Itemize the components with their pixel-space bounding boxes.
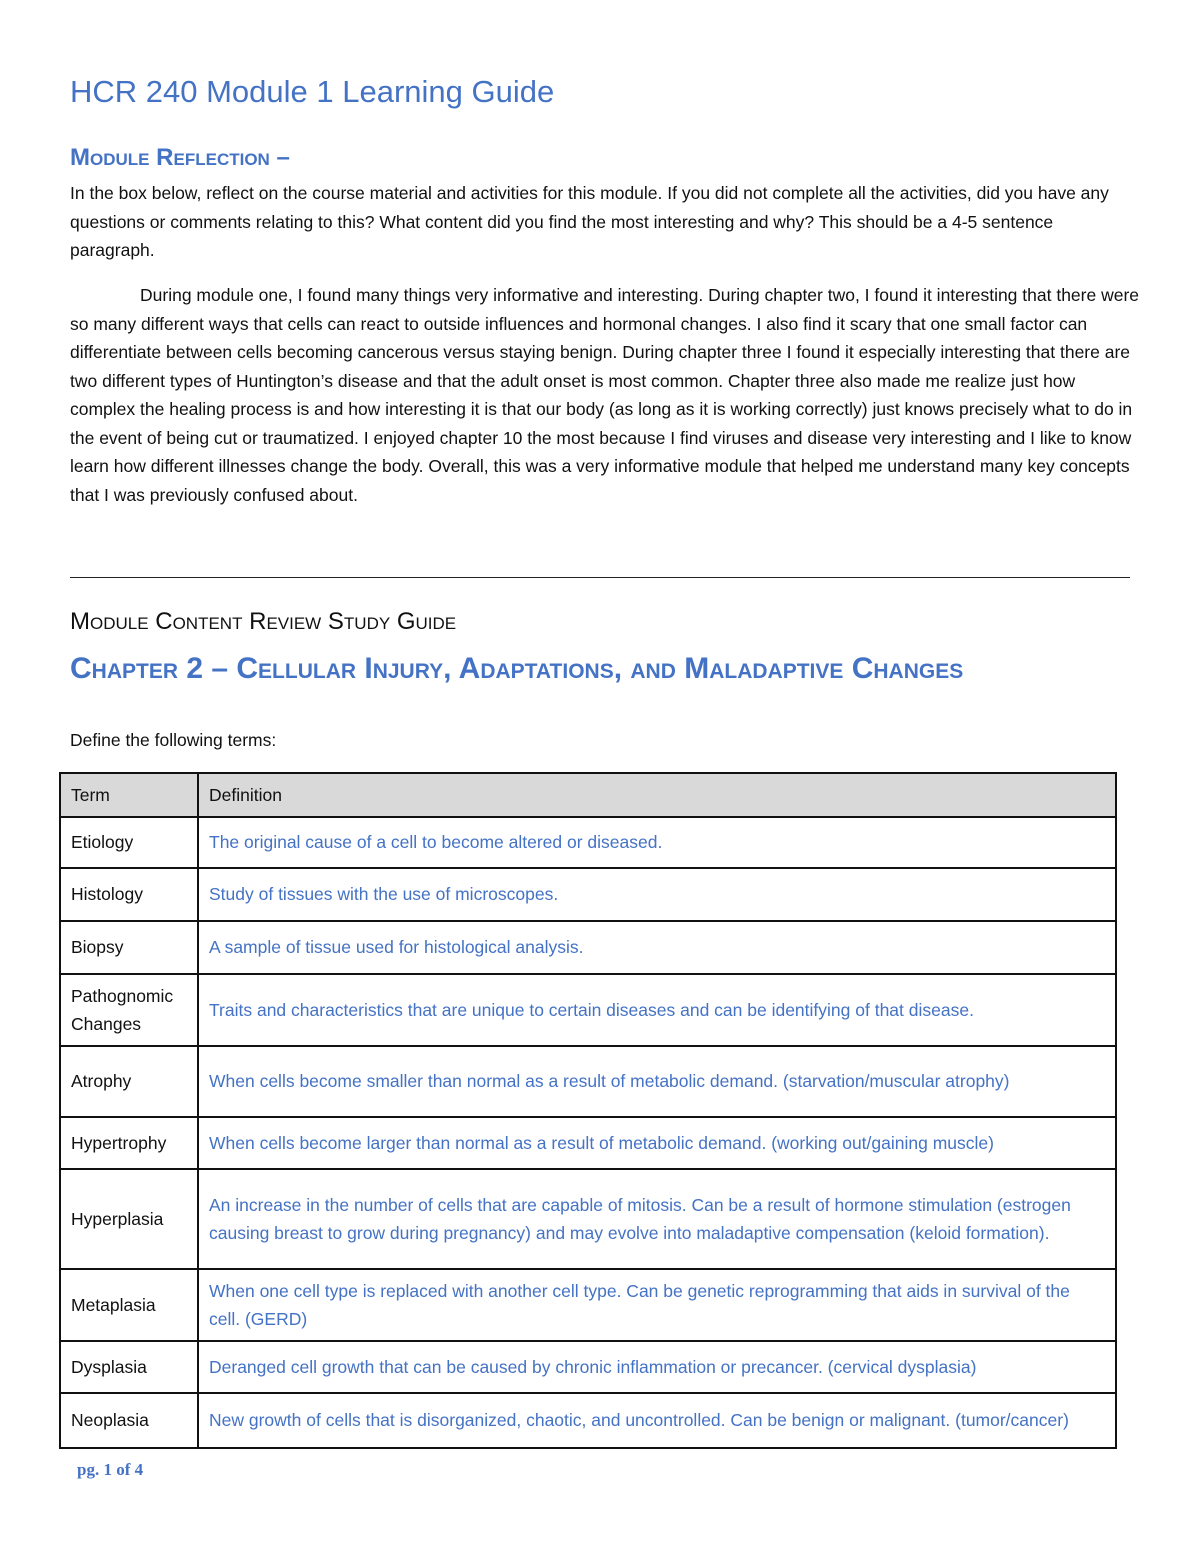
definition-cell: Deranged cell growth that can be caused by chronic inflammation or precancer. (cervical dysplasia) (198, 1341, 1116, 1393)
page-number: pg. 1 of 4 (77, 1460, 144, 1479)
table-row (60, 868, 1116, 921)
instruction-text: Define the following terms: (70, 730, 277, 750)
term-cell: Metaplasia (60, 1269, 198, 1341)
table-row (60, 1169, 1116, 1269)
header-definition: Definition (198, 773, 1116, 817)
table-row (60, 1117, 1116, 1169)
definition-cell: Traits and characteristics that are unique to certain diseases and can be identifying of that disease. (198, 974, 1116, 1046)
term-cell: Histology (60, 868, 198, 921)
definition-cell: New growth of cells that is disorganized, chaotic, and uncontrolled. Can be benign or malignant. (tumor/cancer) (198, 1393, 1116, 1448)
definition-cell: When one cell type is replaced with another cell type. Can be genetic reprogramming that aids in survival of the cell. (GERD) (198, 1269, 1116, 1341)
term-cell: Pathognomic Changes (60, 974, 198, 1046)
definition-cell: An increase in the number of cells that are capable of mitosis. Can be a result of hormone stimulation (estrogen causing breast to grow during pregnancy) and may evolve into maladaptive compensation (keloid formation). (198, 1169, 1116, 1269)
terms-table (59, 772, 1117, 1449)
definition-cell: When cells become smaller than normal as a result of metabolic demand. (starvation/muscular atrophy) (198, 1046, 1116, 1117)
table-row (60, 1269, 1116, 1341)
table-row (60, 1046, 1116, 1117)
reflection-answer: During module one, I found many things very informative and interesting. During chapter two, I found it interesting that there were so many different ways that cells can react to outside influences and hormonal changes. I also find it scary that one small factor can differentiate between cells becoming cancerous versus staying benign. During chapter three I found it especially interesting that there are two different types of Huntington’s disease and that the adult onset is most common. Chapter three also made me realize just how complex the healing process is and how interesting it is that our body (as long as it is working correctly) just knows precisely what to do in the event of being cut or traumatized. I enjoyed chapter 10 the most because I find viruses and disease very interesting and I like to know learn how different illnesses change the body. Overall, this was a very informative module that helped me understand many key concepts that I was previously confused about. (70, 285, 1140, 505)
definition-cell: A sample of tissue used for histological analysis. (198, 921, 1116, 974)
reflection-heading: Module Reflection – (70, 144, 290, 171)
term-cell: Neoplasia (60, 1393, 198, 1448)
definition-cell: When cells become larger than normal as a result of metabolic demand. (working out/gaining muscle) (198, 1117, 1116, 1169)
header-term: Term (60, 773, 198, 817)
reflection-prompt: In the box below, reflect on the course material and activities for this module. If you did not complete all the activities, did you have any questions or comments relating to this? What content did you find the most interesting and why? This should be a 4-5 sentence paragraph. (70, 183, 1109, 260)
table-row (60, 1393, 1116, 1448)
table-row (60, 921, 1116, 974)
term-cell: Hyperplasia (60, 1169, 198, 1269)
table-header-row (60, 773, 1116, 817)
study-guide-heading: Module Content Review Study Guide (70, 608, 457, 635)
chapter-heading: Chapter 2 – Cellular Injury, Adaptations, and Maladaptive Changes (70, 652, 964, 685)
horizontal-divider (70, 577, 1130, 578)
table-row (60, 974, 1116, 1046)
table-row (60, 1341, 1116, 1393)
document-title: HCR 240 Module 1 Learning Guide (70, 74, 555, 109)
term-cell: Atrophy (60, 1046, 198, 1117)
term-cell: Biopsy (60, 921, 198, 974)
term-cell: Dysplasia (60, 1341, 198, 1393)
term-cell: Hypertrophy (60, 1117, 198, 1169)
term-cell: Etiology (60, 817, 198, 868)
definition-cell: The original cause of a cell to become altered or diseased. (198, 817, 1116, 868)
table-row (60, 817, 1116, 868)
definition-cell: Study of tissues with the use of microscopes. (198, 868, 1116, 921)
